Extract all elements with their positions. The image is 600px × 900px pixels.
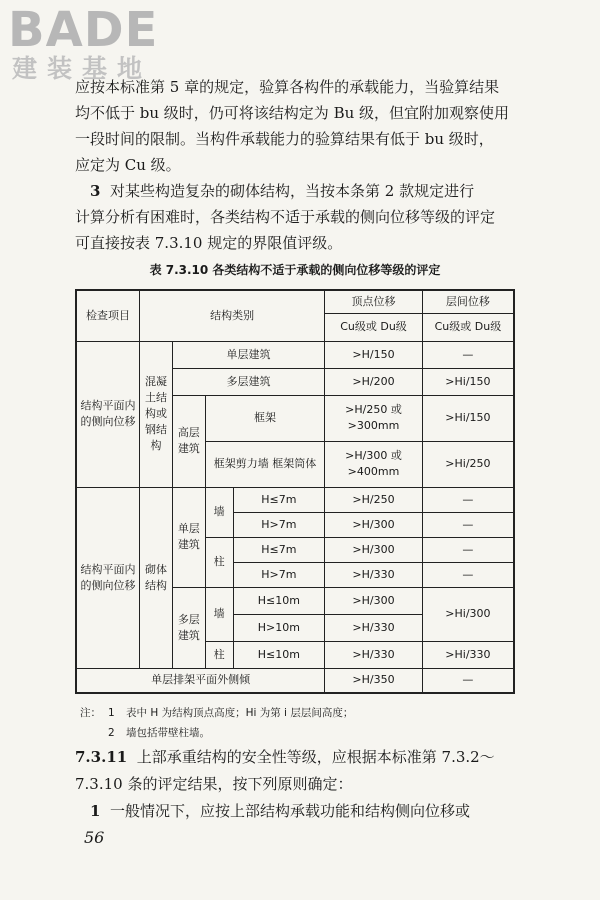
header-top-sub: Cu级或 Du级 [325,313,423,341]
paragraph-1-line: 一段时间的限制。当构件承载能力的验算结果有低于 bu 级时， [75,130,494,148]
masonry-top: >H/330 [325,614,423,641]
paragraph-2-line: 计算分析有困难时，各类结构不适于承载的侧向位移等级的评定 [75,208,496,226]
masonry-multi-label: 多层建筑 [172,587,205,668]
masonry-story: — [422,512,514,537]
masonry-story: — [422,537,514,562]
masonry-cond: H≤10m [233,641,325,668]
concrete-multi-story: >Hi/150 [422,368,514,395]
page-number: 56 [84,828,105,847]
section-7-3-11 [75,744,515,825]
displacement-table [75,289,515,694]
concrete-frame-story: >Hi/150 [422,395,514,441]
concrete-multi-label: 多层建筑 [172,368,324,395]
category-masonry: 砌体结构 [140,487,173,668]
paragraph-1-line: 应定为 Cu 级。 [75,156,181,174]
concrete-single-top: >H/150 [325,341,423,368]
masonry-multi-column: 柱 [205,641,233,668]
concrete-shear-label: 框架剪力墙 框架筒体 [205,441,324,487]
note-row [80,703,353,723]
note-number: 1 [108,707,115,719]
category-concrete: 混凝土结构或钢结构 [140,341,173,487]
check-item-masonry: 结构平面内的侧向位移 [76,487,140,668]
paragraph-1-line: 应按本标准第 5 章的规定，验算各构件的承载能力，当验算结果 [75,78,500,96]
masonry-single-wall: 墙 [205,487,233,537]
table-notes [80,703,353,743]
concrete-single-story: — [422,341,514,368]
masonry-multi-wall-story: >Hi/300 [422,587,514,641]
last-row-top: >H/350 [325,668,423,693]
section-line: 7.3.11 上部承重结构的安全性等级，应根据本标准第 7.3.2～ [75,748,495,766]
note-number: 2 [108,727,115,739]
masonry-top: >H/330 [325,641,423,668]
masonry-cond: H≤10m [233,587,325,614]
masonry-single-column: 柱 [205,537,233,587]
paragraph-1 [75,74,515,178]
concrete-single-label: 单层建筑 [172,341,324,368]
header-story-disp: 层间位移 [422,290,514,313]
concrete-shear-story: >Hi/250 [422,441,514,487]
paragraph-2-line: 3 对某些构造复杂的砌体结构，当按本条第 2 款规定进行 [90,182,475,200]
table-title: 表 7.3.10 各类结构不适于承载的侧向位移等级的评定 [149,263,441,277]
masonry-cond: H>10m [233,614,325,641]
concrete-multi-top: >H/200 [325,368,423,395]
masonry-cond: H≤7m [233,537,325,562]
item-number: 3 [90,182,101,200]
last-row-story: — [422,668,514,693]
concrete-highrise-label: 高层建筑 [172,395,205,487]
paragraph-2-line: 可直接按表 7.3.10 规定的界限值评级。 [75,234,343,252]
header-structure-type: 结构类别 [140,290,325,341]
header-story-sub: Cu级或 Du级 [422,313,514,341]
logo-sub-text: 建装基地 [12,54,153,83]
section-number: 7.3.11 [75,748,128,766]
header-top-disp: 顶点位移 [325,290,423,313]
section-line: 7.3.10 条的评定结果，按下列原则确定： [75,775,353,793]
header-check-item: 检查项目 [76,290,140,341]
note-text: 表中 H 为结构顶点高度；Hi 为第 i 层层间高度； [126,707,354,719]
masonry-cond: H≤7m [233,487,325,512]
check-item-concrete: 结构平面内的侧向位移 [76,341,140,487]
masonry-top: >H/300 [325,512,423,537]
masonry-story: — [422,487,514,512]
masonry-multi-wall: 墙 [205,587,233,641]
masonry-cond: H>7m [233,562,325,587]
masonry-cond: H>7m [233,512,325,537]
concrete-frame-label: 框架 [205,395,324,441]
masonry-story: >Hi/330 [422,641,514,668]
masonry-story: — [422,562,514,587]
paragraph-1-line: 均不低于 bu 级时，仍可将该结构定为 Bu 级，但宜附加观察使用 [75,104,510,122]
note-text: 墙包括带壁柱墙。 [126,727,210,739]
paragraph-2 [75,178,515,256]
masonry-top: >H/300 [325,587,423,614]
last-row-label: 单层排架平面外侧倾 [76,668,325,693]
concrete-shear-top: >H/300 或>400mm [325,441,423,487]
masonry-top: >H/300 [325,537,423,562]
concrete-frame-top: >H/250 或>300mm [325,395,423,441]
masonry-single-label: 单层建筑 [172,487,205,587]
section-item-1: 1 一般情况下，应按上部结构承载功能和结构侧向位移或 [90,802,470,820]
masonry-top: >H/330 [325,562,423,587]
masonry-top: >H/250 [325,487,423,512]
logo-main-text: BADE [8,2,159,58]
note-row [80,723,353,743]
notes-label: 注： [80,707,101,719]
